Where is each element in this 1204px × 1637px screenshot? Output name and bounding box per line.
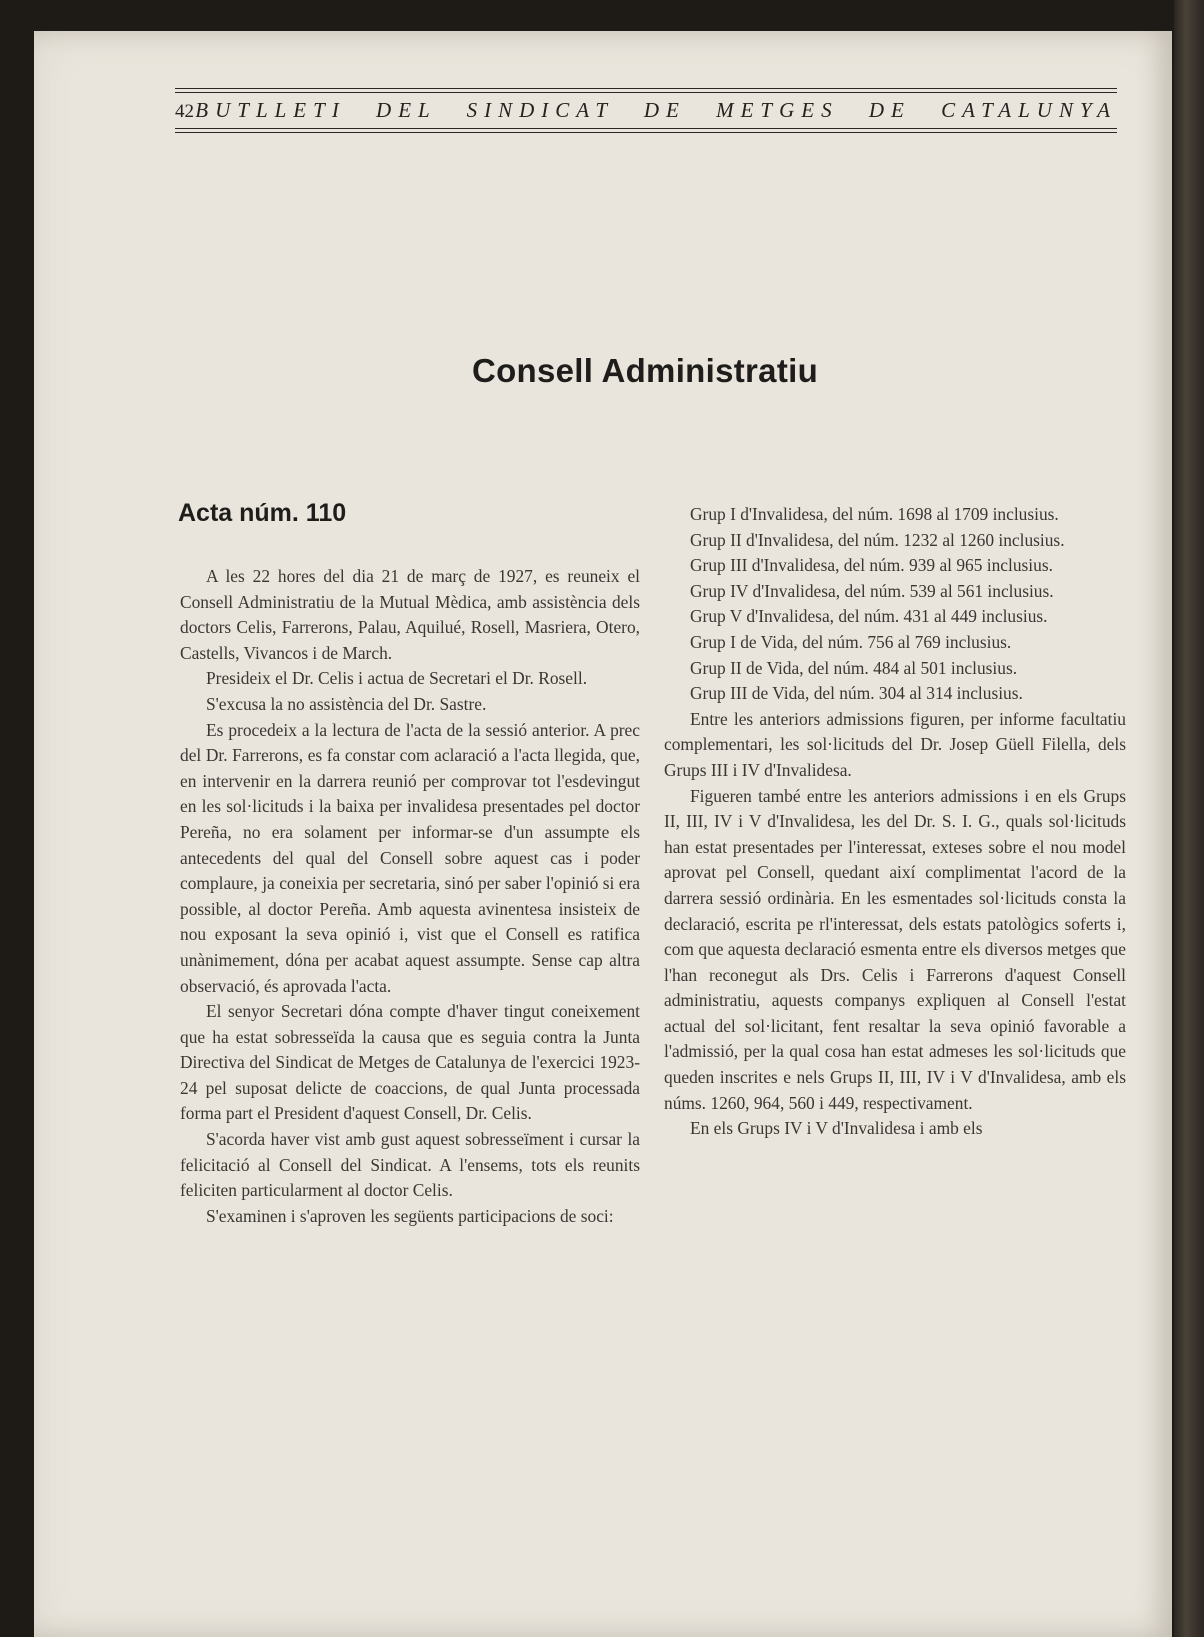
paragraph: En els Grups IV i V d'Invalidesa i amb els [690,1118,983,1139]
header-text-row [175,98,1117,123]
header-rule-top [175,88,1117,89]
paragraph: Entre les anteriors admissions figuren, per informe facultatiu complementari, les sol·licituds del Dr. Josep Güell Filella, dels Grups III i IV d'Invalidesa. [664,708,1126,780]
list-item: Grup IV d'Invalidesa, del núm. 539 al 561 inclusius. [690,580,1054,601]
list-item: Grup V d'Invalidesa, del núm. 431 al 449 inclusius. [690,606,1048,627]
page-number: 42 [175,101,194,122]
header-rule-bottom-inner [175,132,1117,133]
list-item: Grup II d'Invalidesa, del núm. 1232 al 1260 inclusius. [690,529,1065,550]
paragraph: A les 22 hores del dia 21 de març de 1927, es reuneix el Consell Administratiu de la Mutual Mèdica, amb assistència dels doctors Celis, Farrerons, Palau, Aquilué, Rosell, Masriera, Otero, Castells, Vivancos i de March. [180,566,640,663]
paragraph: El senyor Secretari dóna compte d'haver tingut coneixement que ha estat sobresseïda la causa que es seguia contra la Junta Directiva del Sindicat de Metges de Catalunya de l'exercici 1923-24 pel suposat delicte de coaccions, de qual Junta processada forma part el President d'aquest Consell, Dr. Celis. [180,1001,640,1124]
list-item: Grup I de Vida, del núm. 756 al 769 inclusius. [690,631,1012,652]
header-rule-top-inner [175,92,1117,93]
list-item: Grup III de Vida, del núm. 304 al 314 inclusius. [690,683,1023,704]
list-item: Grup II de Vida, del núm. 484 al 501 inclusius. [690,657,1018,678]
paragraph: S'acorda haver vist amb gust aquest sobresseïment i cursar la felicitació al Consell del Sindicat. A l'ensems, tots els reunits feliciten particularment al doctor Celis. [180,1129,640,1201]
page-edge-shadow [1174,0,1204,1637]
paragraph: Es procedeix a la lectura de l'acta de la sessió anterior. A prec del Dr. Farrerons, es fa constar com aclaració a l'acta llegida, que, en intervenir en la darrera reunió per comprovar tot l'esdevingut en les sol·licituds i la baixa per invalidesa presentades pel doctor Pereña, no era solament per informar-se d'un assumpte els antecedents del qual del Consell sobre aquest cas i poder complaure, ja coneixia per secretaria, sinó per saber l'opinió si era possible, al doctor Pereña. Amb aquesta avinentesa insisteix de nou exposant la seva opinió i, vist que el Consell es ratifica unànimement, dóna per acabat aquest assumpte. Sense cap altra observació, és aprovada l'acta. [180,719,640,996]
list-item: Grup III d'Invalidesa, del núm. 939 al 965 inclusius. [690,555,1053,576]
paragraph: S'excusa la no assistència del Dr. Sastre. [206,693,487,714]
left-column [180,564,640,1229]
acta-title: Acta núm. 110 [178,499,347,527]
running-header [175,88,1117,146]
right-column [664,502,1126,1142]
header-rule-bottom [175,128,1117,129]
running-title: BUTLLETI DEL SINDICAT DE METGES DE CATALUNYA [195,98,1117,122]
paragraph: Figueren també entre les anteriors admissions i en els Grups II, III, IV i V d'Invalidesa, les del Dr. S. I. G., quals sol·licituds han estat presentades per l'interessat, exteses sobre el nou model aprovat pel Consell, quedant així complimentat l'acord de la darrera sessió ordinària. En les esmentades sol·licituds consta la declaració, escrita pe rl'interessat, dels estats patològics soferts i, com que aquesta declaració esmenta entre els diversos metges que l'han reconegut als Drs. Celis i Farrerons d'aquest Consell administratiu, aquests companys expliquen al Consell l'estat actual del sol·licitant, fent resaltar la seva opinió favorable a l'admissió, per la qual cosa han estat admeses les sol·licituds que queden inscrites e nels Grups II, III, IV i V d'Invalidesa, amb els núms. 1260, 964, 560 i 449, respectivament. [664,785,1126,1113]
paragraph: S'examinen i s'aproven les següents participacions de soci: [206,1205,614,1226]
list-item: Grup I d'Invalidesa, del núm. 1698 al 1709 inclusius. [690,504,1059,524]
paragraph: Presideix el Dr. Celis i actua de Secretari el Dr. Rosell. [206,668,588,689]
section-title: Consell Administratiu [471,352,819,389]
